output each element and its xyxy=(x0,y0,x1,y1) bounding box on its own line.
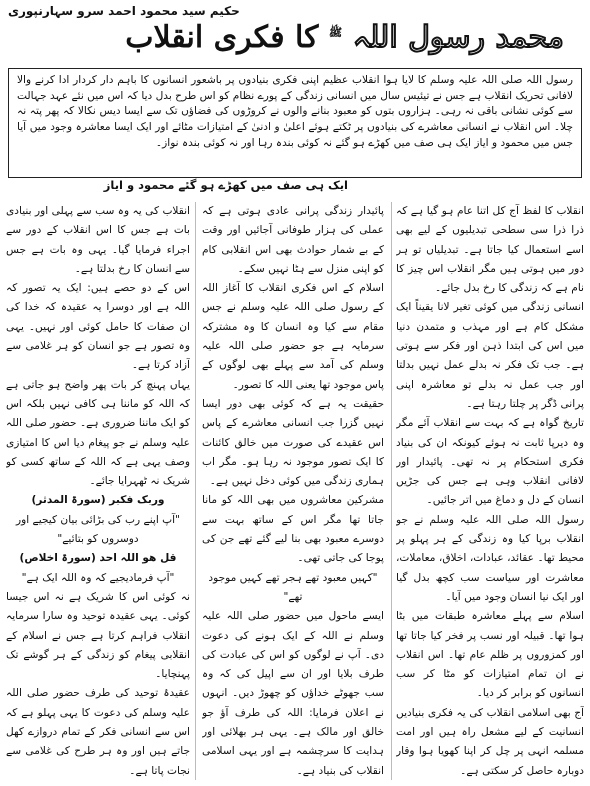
paragraph: تاریخ گواہ ہے کہ بہت سے انقلاب آئے مگر وہ دیرپا ثابت نہ ہوئے کیونکہ ان کی بنیاد فکری استحکام پر نہ تھی۔ پائیدار اور لافانی انقلاب وہی ہے جس کی جڑیں انسان کے دل و دماغ میں اتر جائیں۔ xyxy=(396,417,584,507)
intro-text: رسول اللہ صلی اللہ علیہ وسلم کا لایا ہوا انقلاب عظیم اپنی فکری بنیادوں پر باشعور انسانوں کا باہم دار کردار ادا کرنے والا لافانی تحریک انقلاب ہے جس نے تیئیس سال میں انسانی زندگی کے پورے نظام کو اس طرح بدل دیا کہ اس میں نئے عہد جہالت سے کوئی نشانی باقی نہ رہی۔ ہزاروں بتوں کو معبود بنانے والوں نے کروڑوں کی فضاؤں تک سے ایسا دیس نکالا کہ پھر پتہ نہ چلا۔ اس انقلاب نے انسانی معاشرے کی بنیادوں پر ٹکتے ہوئے اعلیٰ و ادنیٰ کے امتیازات مٹائے اور ایک ایسا معاشرہ وجود میں آیا جس میں محمود و ایاز ایک ہی صف میں کھڑے ہو گئے نہ کوئی بندہ رہا اور نہ کوئی بندہ نواز۔ xyxy=(17,74,573,149)
intro-box xyxy=(8,68,582,178)
verse-translation: "آپ فرمادیجیے کہ وہ اللہ ایک ہے" xyxy=(21,571,175,584)
quoted-verse: "کہیں معبود تھے ہجر تھے کہیں موجود تھے" xyxy=(208,571,378,603)
paragraph: مشرکین معاشروں میں بھی اللہ کو مانا جاتا تھا مگر اس کے ساتھ بہت سے دوسرے معبود بھی بنا لیے گئے تھے جن کی پوجا کی جاتی تھی۔ xyxy=(202,494,384,565)
article-column-left xyxy=(6,202,190,782)
paragraph: حقیقت یہ ہے کہ کوئی بھی دور ایسا نہیں گزرا جب انسانی معاشرے کے پاس اس عقیدے کی صورت میں خالق کائنات کا ایک تصور موجود نہ رہا ہو۔ مگر اب ہماری زندگی میں کوئی دخل نہیں ہے۔ xyxy=(202,397,384,488)
headline-solid-text: کا فکری انقلاب xyxy=(125,20,319,55)
paragraph: اسلام سے پہلے معاشرہ طبقات میں بٹا ہوا تھا۔ قبیلہ اور نسب پر فخر کیا جاتا تھا اور کمزوروں پر ظلم عام تھا۔ اس انقلاب نے ان تمام امتیازات کو مٹا کر سب انسانوں کو برابر کر دیا۔ xyxy=(396,610,584,700)
article-column-right xyxy=(396,202,584,782)
paragraph: ایسے ماحول میں حضور صلی اللہ علیہ وسلم نے اللہ کے ایک ہونے کی دعوت دی۔ آپ نے لوگوں کو اس کی عبادت کی طرف بلایا اور ان سے اپیل کی کہ وہ سب جھوٹے خداؤں کو چھوڑ دیں۔ انہوں نے اعلان فرمایا: اللہ کی طرف آؤ جو خالق اور مالک ہے۔ یہی ہر بھلائی اور ہدایت کا سرچشمہ ہے اور یہی اسلامی انقلاب کی بنیاد ہے۔ xyxy=(202,610,384,777)
paragraph: اسلام کے اس فکری انقلاب کا آغاز اللہ کے رسول صلی اللہ علیہ وسلم نے جس مقام سے کیا وہ انسان کا وہ مشترکہ سرمایہ ہے جو حضور صلی اللہ علیہ وسلم کی آمد سے پہلے بھی لوگوں کے پاس موجود تھا یعنی اللہ کا تصور۔ xyxy=(202,282,384,391)
article-column-middle xyxy=(202,202,384,782)
paragraph: اس کے دو حصے ہیں: ایک یہ تصور کہ اللہ ہے اور دوسرا یہ عقیدہ کہ خدا کی ان صفات کا حامل کوئی اور نہیں۔ یہی وہ تصور ہے جو انسان کو ہر غلامی سے آزاد کرتا ہے۔ xyxy=(6,282,190,372)
paragraph: انقلاب کی یہ وہ سب سے پہلی اور بنیادی بات ہے جس کا اس انقلاب کے دور سے اجراء فرمایا گیا۔ یہی وہ بات ہے جس سے انسان کا رخ بدلتا ہے۔ xyxy=(6,205,190,275)
paragraph: رسول اللہ صلی اللہ علیہ وسلم نے جو انقلاب برپا کیا وہ زندگی کے ہر پہلو پر محیط تھا۔ عقائد، عبادات، اخلاق، معاملات، معاشرت اور سیاست سب کچھ بدل گیا اور ایک نیا انسان وجود میں آیا۔ xyxy=(396,513,584,603)
author-byline: حکیم سید محمود احمد سرو سہارنپوری xyxy=(8,4,240,18)
honorific-mark: ﷺ xyxy=(328,26,343,39)
surah-reference: قل ھو اللہ احد (سورۃ اخلاص) xyxy=(19,552,177,565)
headline-outline-text: محمد رسول اللہ xyxy=(352,20,564,55)
paragraph: آج بھی اسلامی انقلاب کی یہ فکری بنیادیں انسانیت کے لیے مشعل راہ ہیں اور امت مسلمہ انہی پر چل کر اپنا کھویا ہوا وقار دوبارہ حاصل کر سکتی ہے۔ xyxy=(396,706,584,777)
column-divider xyxy=(391,202,392,780)
paragraph: انقلاب کا لفظ آج کل اتنا عام ہو گیا ہے کہ ذرا ذرا سی سطحی تبدیلیوں کے لیے بھی اسے استعمال کیا جاتا ہے۔ تبدیلیاں تو ہر دور میں ہوتی ہیں مگر انقلاب اس چیز کا نام ہے کہ زندگی کا رخ بدل جائے۔ xyxy=(396,205,584,295)
surah-reference: وربک فکبر (سورۃ المدثر) xyxy=(31,494,165,507)
intro-signature: ایک ہی صف میں کھڑے ہو گئے محمود و ایاز xyxy=(103,178,348,192)
paragraph: انسانی زندگی میں کوئی تغیر لانا یقیناً ایک مشکل کام ہے اور مہذب و متمدن دنیا میں اس کی ابتدا ذہن اور فکر سے ہوتی ہے۔ جب تک فکر نہ بدلے عمل نہیں بدلتا اور جب عمل نہ بدلے تو معاشرہ اپنی پرانی ڈگر پر چلتا رہتا ہے۔ xyxy=(396,301,584,410)
column-divider xyxy=(195,202,196,780)
paragraph: عقیدۂ توحید کی طرف حضور صلی اللہ علیہ وسلم کی دعوت کا یہی پہلو ہے کہ اس سے انسانی فکر کے تمام دروازے کھل جاتے ہیں اور وہ ہر طرح کی غلامی سے نجات پاتا ہے۔ xyxy=(6,687,190,777)
paragraph: یہاں پہنچ کر بات پھر واضح ہو جاتی ہے کہ اللہ کو ماننا ہی کافی نہیں بلکہ اس کو ایک ماننا ضروری ہے۔ حضور صلی اللہ علیہ وسلم نے جو پیغام دیا اس کا امتیازی وصف یہی ہے کہ اللہ کے ساتھ کسی کو شریک نہ ٹھہرایا جائے۔ xyxy=(6,378,190,488)
paragraph: پائیدار زندگی پرانی عادی ہوتی ہے کہ عملی کی ہزار طوفانی آجائیں اور وقت کے بے شمار حوادث بھی اس انقلابی کام کو اپنی منزل سے ہٹا نہیں سکے۔ xyxy=(202,205,384,275)
verse-translation: "آپ اپنے رب کی بڑائی بیان کیجیے اور دوسروں کو بتائیے" xyxy=(16,513,180,546)
paragraph: نہ کوئی اس کا شریک ہے نہ اس جیسا کوئی۔ یہی عقیدہ توحید وہ سارا سرمایہ انقلاب فراہم کرتا ہے جس نے اسلام کے انقلابی پیغام کو زندگی کے ہر گوشے تک پہنچایا۔ xyxy=(6,590,190,681)
article-headline xyxy=(125,20,564,55)
